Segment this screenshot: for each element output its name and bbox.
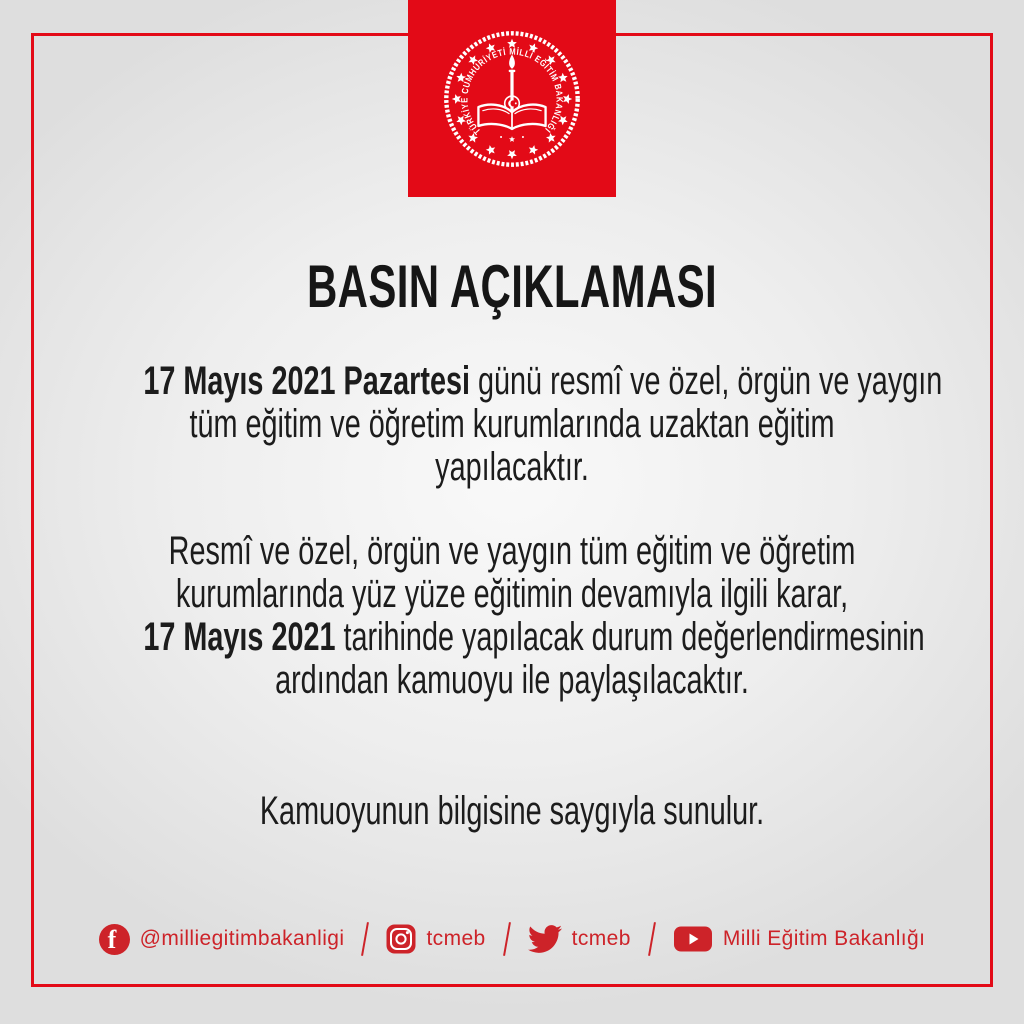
youtube-handle-item[interactable] [673,924,926,954]
instagram-icon [386,924,416,954]
paragraph-2-line-3: 17 Mayıs 2021 tarihinde yapılacak durum değerlendirmesinin [143,615,925,659]
paragraph-2-line-1: Resmî ve özel, örgün ve yaygın tüm eğitim ve öğretim [168,529,856,573]
twitter-handle-text: tcmeb [571,927,631,950]
twitter-handle-item[interactable] [528,922,631,956]
paragraph-2 [143,529,925,702]
seal-torch-flame [509,54,515,68]
facebook-icon: f [99,924,130,955]
paragraph-1 [143,359,943,489]
instagram-handle-item[interactable] [386,924,485,954]
paragraph-1-line-2: tüm eğitim ve öğretim kurumlarında uzaktan eğitim [189,402,835,446]
meb-ministry-seal-icon [439,26,585,172]
paragraph-2-line-2: kurumlarında yüz yüze eğitimin devamıyla ilgili karar, [175,572,849,616]
closing-line: Kamuoyunun bilgisine saygıyla sunulur. [259,789,765,833]
footer-divider [648,922,656,956]
youtube-icon [673,924,713,954]
paragraph-1-line-1: 17 Mayıs 2021 Pazartesi günü resmî ve özel, örgün ve yaygın [143,359,943,403]
social-media-footer [0,916,1024,962]
seal-ring-text: TÜRKİYE CUMHURİYETİ MİLLİ EĞİTİM BAKANLIĞI [459,46,565,137]
footer-divider [503,922,511,956]
instagram-handle-text: tcmeb [426,927,486,950]
twitter-icon [528,922,562,956]
youtube-handle-text: Milli Eğitim Bakanlığı [722,927,926,950]
date-bold-text: 17 Mayıs 2021 Pazartesi [143,359,470,403]
date-bold-text: 17 Mayıs 2021 [143,615,336,659]
press-release-title: BASIN AÇIKLAMASI [306,253,718,320]
paragraph-2-line-4: ardından kamuoyu ile paylaşılacaktır. [275,658,749,702]
footer-divider [362,922,370,956]
facebook-handle-text: @milliegitimbakanligi [139,927,345,950]
paragraph-1-line-3: yapılacaktır. [435,445,589,489]
ministry-logo-square [408,0,616,197]
facebook-handle-item[interactable] [99,924,345,955]
